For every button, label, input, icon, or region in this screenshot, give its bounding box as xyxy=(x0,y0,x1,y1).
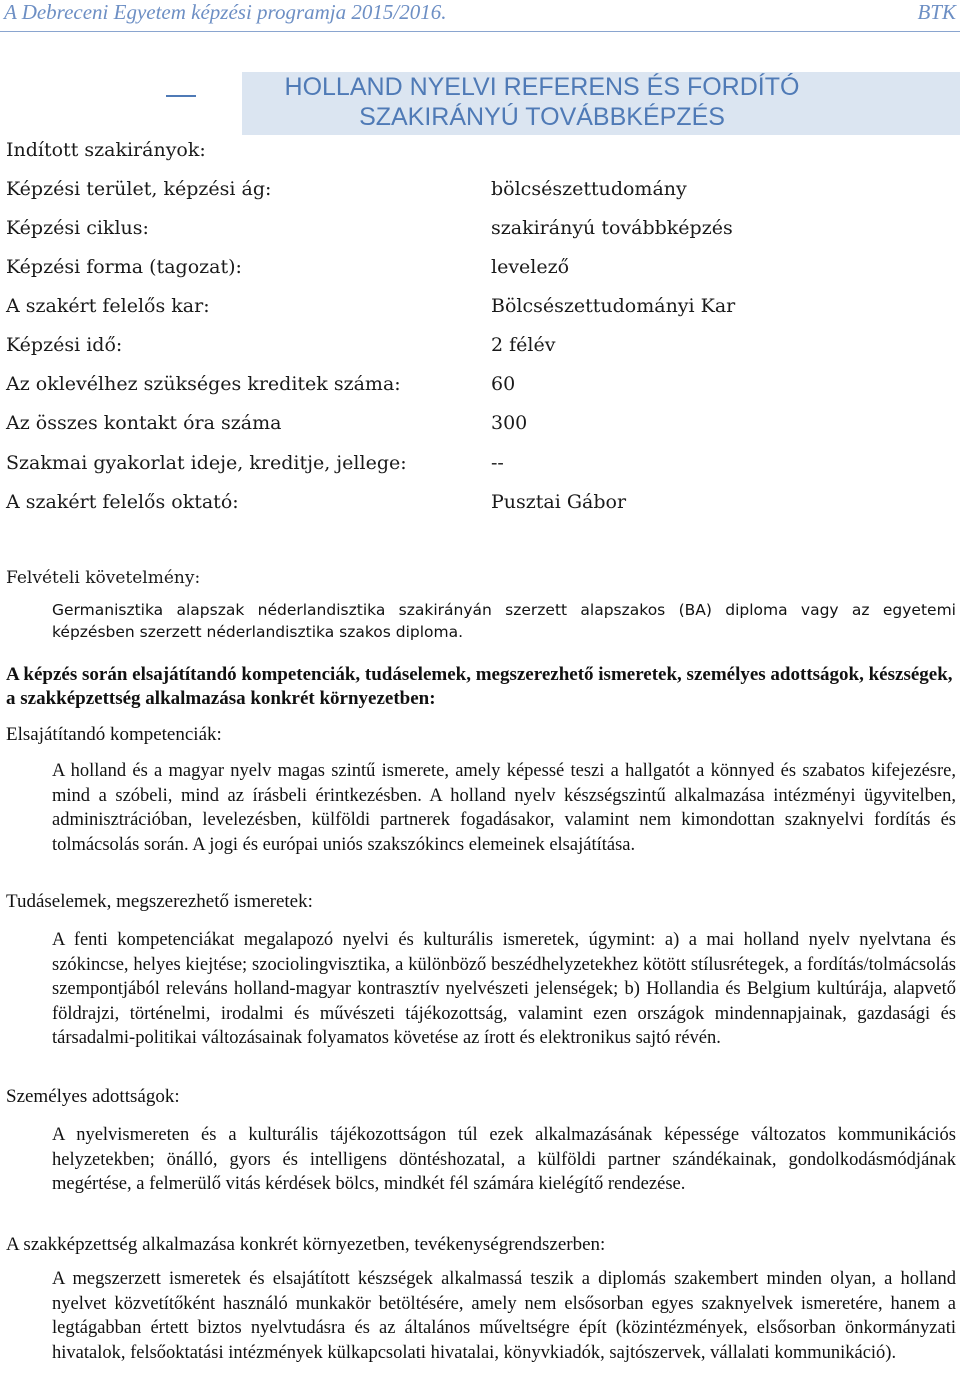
header-left-text: A Debreceni Egyetem képzési programja 2015/2016. xyxy=(4,0,447,24)
info-value-duration: 2 félév xyxy=(491,334,556,356)
info-label-form: Képzési forma (tagozat): xyxy=(6,256,242,278)
info-value-faculty: Bölcsészettudományi Kar xyxy=(491,295,736,317)
header-rule xyxy=(0,31,960,32)
info-label-field: Képzési terület, képzési ág: xyxy=(6,178,272,200)
admission-text: Germanisztika alapszak néderlandisztika szakirányán szerzett alapszakos (BA) diploma vagy az egyetemi képzésben szerzett néderlandisztika szakos diploma. xyxy=(52,601,956,641)
program-title-line-2: SZAKIRÁNYÚ TOVÁBBKÉPZÉS xyxy=(359,103,725,131)
info-value-credits: 60 xyxy=(491,373,516,395)
application-heading: A szakképzettség alkalmazása konkrét környezetben, tevékenységrendszerben: xyxy=(6,1234,606,1255)
personal-heading: Személyes adottságok: xyxy=(6,1086,180,1107)
program-title xyxy=(242,72,842,132)
competencies-heading: Elsajátítandó kompetenciák: xyxy=(6,724,222,745)
info-label-credits: Az oklevélhez szükséges kreditek száma: xyxy=(6,373,401,395)
info-value-form: levelező xyxy=(491,256,570,278)
program-title-line-1: HOLLAND NYELVI REFERENS ÉS FORDÍTÓ xyxy=(284,73,800,101)
info-label-cycle: Képzési ciklus: xyxy=(6,217,149,239)
info-value-cycle: szakirányú továbbképzés xyxy=(491,217,733,239)
page-header xyxy=(0,0,960,26)
competency-section-heading: A képzés során elsajátítandó kompetenciák, tudáselemek, megszerezhető ismeretek, személyes adottságok, készségek, a szakképzettség alkalmazása konkrét környezetben: xyxy=(6,664,953,709)
title-dash xyxy=(166,95,196,97)
personal-text: A nyelvismereten és a kulturális tájékozottságon túl ezek alkalmazásának képessége változatos kommunikációs helyzetekben; önálló, gyors és intelligens döntéshozatal, a külföldi partner szándékainak, gondolkodásmódjának megértése, a felmerülő vitás kérdések bölcs, mindkét fél számára kielégítő rendezése. xyxy=(52,1125,956,1194)
admission-heading: Felvételi követelmény: xyxy=(6,568,201,588)
info-value-instructor: Pusztai Gábor xyxy=(491,491,627,513)
application-text: A megszerzett ismeretek és elsajátított készségek alkalmassá teszik a diplomás szakembert minden olyan, a holland nyelvet közvetítőként használó munkakör betöltésére, amely nem elsősorban egyes szaknyelvek ismeretére, hanem a legtágabban értett biztos nyelvtudásra és az általános műveltségre épít (közintézmények, elsősorban önkormányzati hivatalok, felsőoktatási intézmények külkapcsolati hivatalai, könyvkiadók, sajtószervek, vállalati kommunikáció). xyxy=(52,1269,956,1363)
info-label-practice: Szakmai gyakorlat ideje, kreditje, jellege: xyxy=(6,452,407,474)
info-value-contact-hours: 300 xyxy=(491,412,528,434)
info-label-instructor: A szakért felelős oktató: xyxy=(6,491,239,513)
competencies-text: A holland és a magyar nyelv magas szintű ismerete, amely képessé teszi a hallgatót a könnyed és szabatos kifejezésre, mind a szóbeli, mind az írásbeli érintkezésben. A holland nyelv készségszintű alkalmazása intézményi ügyvitelben, adminisztrációban, levelezésben, külföldi partnerek fogadásakor, valamint nem kimondottan szaknyelvi fordítás és tolmácsolás során. A jogi és európai uniós szakszókincs elemeinek elsajátítása. xyxy=(52,761,956,855)
info-label-duration: Képzési idő: xyxy=(6,334,123,356)
info-value-field: bölcsészettudomány xyxy=(491,178,687,200)
launched-specializations-label: Indított szakirányok: xyxy=(6,139,206,161)
knowledge-heading: Tudáselemek, megszerezhető ismeretek: xyxy=(6,891,313,912)
info-value-practice: -- xyxy=(491,452,504,474)
knowledge-text: A fenti kompetenciákat megalapozó nyelvi és kulturális ismeretek, úgymint: a) a mai holland nyelv nyelvtana és szókincse, helyes kiejtése; szociolingvisztika, a különböző beszédhelyzetekhez kötött stílusrétegek, a fordítás/tolmácsolás szempontjából releváns holland-magyar kontrasztív nyelvészeti jelenségek; b) Hollandia és Belgium kultúrája, alapvető földrajzi, történelmi, irodalmi és művészeti tájékozottság, valamint ezen országok mindennapjainak, gazdasági és társadalmi-politikai változásainak folyamatos követése az írott és elektronikus sajtó révén. xyxy=(52,930,956,1048)
info-label-faculty: A szakért felelős kar: xyxy=(6,295,210,317)
info-label-contact-hours: Az összes kontakt óra száma xyxy=(6,412,282,434)
header-right-text: BTK xyxy=(917,0,956,24)
